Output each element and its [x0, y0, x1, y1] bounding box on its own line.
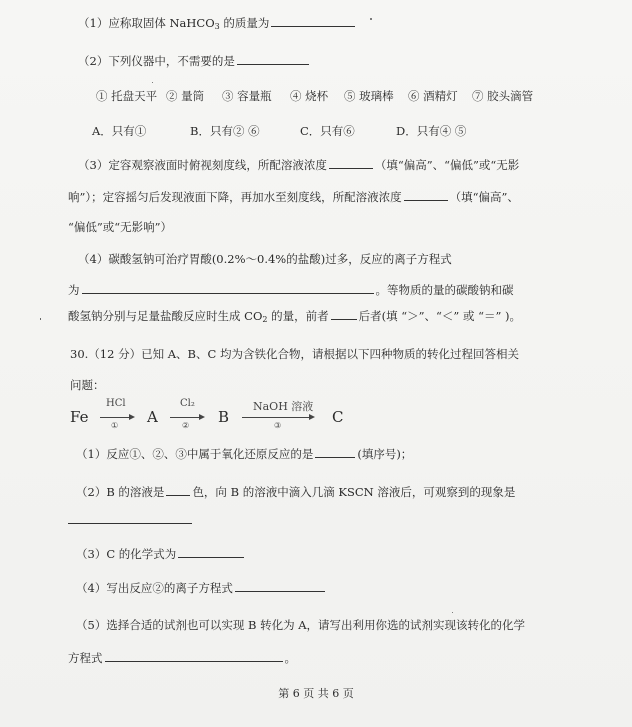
q30-p1-text-end: (填序号)；: [357, 447, 413, 461]
q3-blank-1[interactable]: [329, 157, 373, 169]
q30-p2-phenomenon-blank[interactable]: [68, 512, 192, 524]
arrow-3-line: [242, 417, 310, 418]
choice-c[interactable]: C．只有⑥: [300, 124, 355, 138]
instrument-6: ⑥ 酒精灯: [408, 89, 458, 103]
instrument-1: ① 托盘天平: [96, 89, 158, 103]
q2-answer-blank[interactable]: [237, 53, 309, 65]
arrow-3-number: ③: [274, 421, 282, 430]
scheme-a: A: [147, 408, 158, 426]
q4-line-1: （4）碳酸氢钠可治疗胃酸(0.2%～0.4%的盐酸)过多，反应的离子方程式: [78, 252, 452, 266]
q1-line: [78, 15, 355, 35]
scan-speck: [452, 612, 453, 613]
q3-text-4: （填“偏高”、: [449, 190, 519, 204]
q30-p5-blank[interactable]: [105, 650, 283, 662]
scheme-b: B: [218, 408, 230, 426]
arrow-2-line: [170, 417, 200, 418]
choice-d[interactable]: D．只有④ ⑤: [396, 124, 467, 138]
q30-p3-line: [76, 546, 244, 562]
q3-text-2: （填“偏高”、“偏低”或“无影: [374, 158, 520, 172]
arrow-2-head-icon: [199, 414, 205, 420]
q1-answer-blank[interactable]: [271, 15, 355, 27]
q3-line-1: [78, 157, 519, 173]
q30-p3-text: （3）C 的化学式为: [76, 547, 177, 561]
q30-p1-text: （1）反应①、②、③中属于氧化还原反应的是: [76, 447, 314, 461]
q4-line-2: [68, 282, 514, 298]
instrument-2: ② 量筒: [166, 89, 205, 103]
arrow-1-reagent: HCl: [106, 398, 126, 409]
q4-text-2: 。等物质的量的碳酸钠和碳: [375, 283, 514, 297]
arrow-3-head-icon: [309, 414, 315, 420]
q4-text-5: 后者(填 “＞”、“＜” 或 “＝” )。: [358, 309, 522, 323]
q30-p4-line: [76, 580, 325, 596]
arrow-1-head-icon: [129, 414, 135, 420]
q30-p2-text: （2）B 的溶液是: [76, 485, 165, 499]
q30-p2-line: [76, 484, 515, 500]
q4-compare-blank[interactable]: [331, 308, 357, 320]
arrow-2-number: ②: [182, 421, 190, 430]
q30-p5-text: 方程式: [68, 651, 103, 665]
q30-p5-line-2: [68, 650, 296, 666]
arrow-1-number: ①: [111, 421, 119, 430]
q30-p4-text: （4）写出反应②的离子方程式: [76, 581, 233, 595]
q3-text-1: （3）定容观察液面时俯视刻度线，所配溶液浓度: [78, 158, 327, 172]
instrument-3: ③ 容量瓶: [222, 89, 272, 103]
q3-blank-2[interactable]: [404, 189, 448, 201]
q1-text-end: 的质量为: [219, 16, 270, 30]
q2-text: （2）下列仪器中，不需要的是: [78, 54, 235, 68]
q30-p1-line: [76, 446, 412, 462]
q1-text: （1）应称取固体 NaHCO: [78, 16, 215, 30]
instrument-7: ⑦ 胶头滴管: [472, 89, 534, 103]
q30-line-1: 30.（12 分）已知 A、B、C 均为含铁化合物，请根据以下四种物质的转化过程回答相关: [70, 347, 519, 361]
scan-speck: [40, 318, 41, 320]
q4-text-for: 为: [68, 283, 80, 297]
arrow-3-reagent: NaOH 溶液: [253, 400, 314, 413]
q30-p2-color-blank[interactable]: [166, 484, 190, 496]
q30-p4-blank[interactable]: [235, 580, 325, 592]
arrow-2-reagent: Cl₂: [180, 398, 195, 409]
choice-b[interactable]: B．只有② ⑥: [190, 124, 260, 138]
instrument-4: ④ 烧杯: [290, 89, 329, 103]
scheme-fe: Fe: [70, 408, 89, 426]
q30-p2-text-end: 色，向 B 的溶液中滴入几滴 KSCN 溶液后，可观察到的现象是: [192, 485, 516, 499]
q3-line-3: “偏低”或“无影响”）: [68, 220, 173, 234]
q4-line-3: [68, 308, 521, 328]
q3-text-3: 响”）；定容摇匀后发现液面下降，再加水至刻度线，所配溶液浓度: [68, 190, 402, 204]
q4-subscript: 2: [262, 315, 268, 324]
q4-text-4: 的量，前者: [267, 309, 329, 323]
scan-speck: [370, 18, 372, 20]
instrument-5: ⑤ 玻璃棒: [344, 89, 394, 103]
q1-subscript: 3: [214, 22, 220, 31]
q30-p3-blank[interactable]: [178, 546, 244, 558]
scan-speck: [152, 82, 153, 83]
q2-line: [78, 53, 309, 69]
q4-ionic-equation-blank[interactable]: [82, 282, 374, 294]
q4-text-3: 酸氢钠分别与足量盐酸反应时生成 CO: [68, 309, 263, 323]
q30-p5-line-1: （5）选择合适的试剂也可以实现 B 转化为 A，请写出利用你选的试剂实现该转化的化学: [76, 618, 526, 632]
choice-a[interactable]: A．只有①: [92, 124, 147, 138]
page-footer: 第 6 页 共 6 页: [278, 687, 354, 700]
q30-line-2: 问题：: [70, 378, 105, 392]
arrow-1-line: [100, 417, 130, 418]
q30-p5-period: 。: [284, 651, 296, 665]
q3-line-2: [68, 189, 519, 205]
q30-p1-blank[interactable]: [315, 446, 355, 458]
scheme-c: C: [332, 408, 344, 426]
